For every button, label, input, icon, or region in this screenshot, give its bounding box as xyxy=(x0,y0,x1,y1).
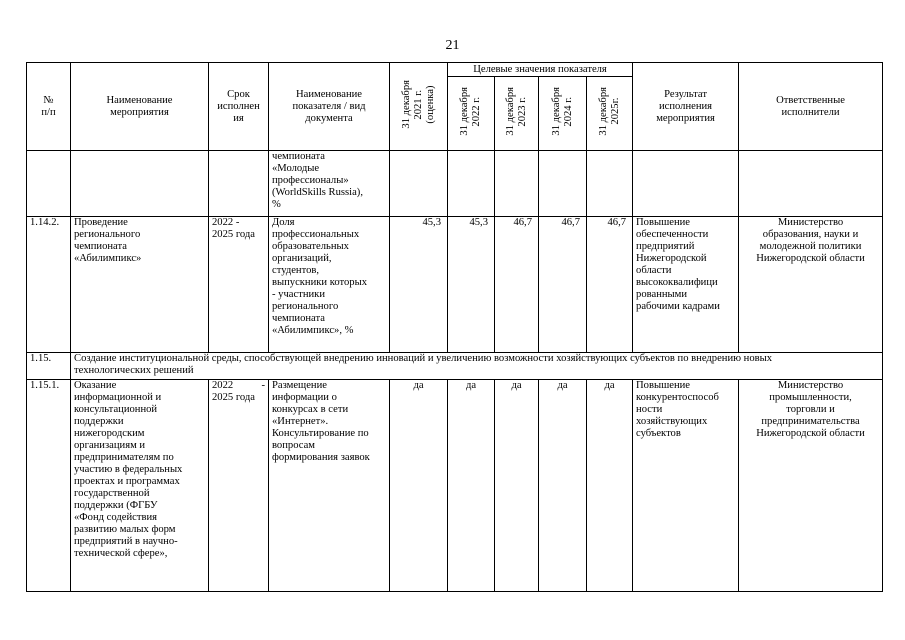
value-2023: да xyxy=(495,380,539,592)
header-indicator: Наименование показателя / вид документа xyxy=(269,63,390,151)
indicator-name: Доля профессиональных образовательных организаций, студентов, выпускники которых - участники регионального чемпионата «Абилимпикс», % xyxy=(269,217,390,353)
indicator-name: Размещение информации о конкурсах в сети «Интернет». Консультирование по вопросам формирования заявок xyxy=(269,380,390,592)
deadline-end: 2025 года xyxy=(212,392,256,403)
deadline xyxy=(209,380,269,592)
value-2025: да xyxy=(587,380,633,592)
value-2024: 46,7 xyxy=(539,217,587,353)
deadline-line xyxy=(212,380,265,392)
value-2024: да xyxy=(539,380,587,592)
deadline-dash: - xyxy=(261,380,265,391)
result: Повышение конкурентоспособ ности хозяйствующих субъектов xyxy=(633,380,739,592)
value-2025: 46,7 xyxy=(587,217,633,353)
section-title: Создание институциональной среды, способствующей внедрению инноваций и увеличению возможности хозяйствующих субъектов по внедрению новых технологических решений xyxy=(71,353,883,380)
row-number: 1.15.1. xyxy=(27,380,71,592)
value-base: да xyxy=(390,380,448,592)
header-result: Результат исполнения мероприятия xyxy=(633,63,739,151)
table-row-continuation xyxy=(27,151,883,217)
page-number: 21 xyxy=(445,38,460,53)
deadline-start: 2022 xyxy=(212,380,234,391)
table-row-1-14-2 xyxy=(27,217,883,353)
header-year-2024-label: 31 декабря 2024 г. xyxy=(550,87,574,136)
header-year-2023 xyxy=(495,77,539,151)
events-table xyxy=(26,62,883,592)
value-2022: 45,3 xyxy=(448,217,495,353)
table-row-1-15-1 xyxy=(27,380,883,592)
header-base-year xyxy=(390,63,448,151)
row-number: 1.14.2. xyxy=(27,217,71,353)
header-year-2024 xyxy=(539,77,587,151)
header-year-2025 xyxy=(587,77,633,151)
continuation-indicator: чемпионата «Молодые профессионалы» (WorldSkills Russia), % xyxy=(269,151,390,217)
deadline: 2022 - 2025 года xyxy=(209,217,269,353)
responsible: Министерство образования, науки и молодежной политики Нижегородской области xyxy=(739,217,883,353)
responsible: Министерство промышленности, торговли и предпринимательства Нижегородской области xyxy=(739,380,883,592)
header-base-year-label: 31 декабря 2021 г. (оценка) xyxy=(400,80,436,129)
event-name: Проведение регионального чемпионата «Абилимпикс» xyxy=(71,217,209,353)
value-2022: да xyxy=(448,380,495,592)
table-row-1-15 xyxy=(27,353,883,380)
header-responsible: Ответственные исполнители xyxy=(739,63,883,151)
header-target-group: Целевые значения показателя xyxy=(448,63,633,77)
header-year-2025-label: 31 декабря 2025г. xyxy=(597,87,621,136)
result: Повышение обеспеченности предприятий Нижегородской области высококвалифици рованными рабочими кадрами xyxy=(633,217,739,353)
value-2023: 46,7 xyxy=(495,217,539,353)
header-year-2023-label: 31 декабря 2023 г. xyxy=(504,87,528,136)
header-deadline: Срок исполнен ия xyxy=(209,63,269,151)
header-year-2022 xyxy=(448,77,495,151)
header-year-2022-label: 31 декабря 2022 г. xyxy=(459,87,482,136)
header-event: Наименование мероприятия xyxy=(71,63,209,151)
event-name: Оказание информационной и консультационной поддержки нижегородским организациям и предпринимателям по участию в федеральных проектах и программах государственной поддержки (ФГБУ «Фонд содействия развитию малых форм предприятий в научно- технической сфере», xyxy=(71,380,209,592)
value-base: 45,3 xyxy=(390,217,448,353)
section-number: 1.15. xyxy=(27,353,71,380)
header-num: № п/п xyxy=(27,63,71,151)
